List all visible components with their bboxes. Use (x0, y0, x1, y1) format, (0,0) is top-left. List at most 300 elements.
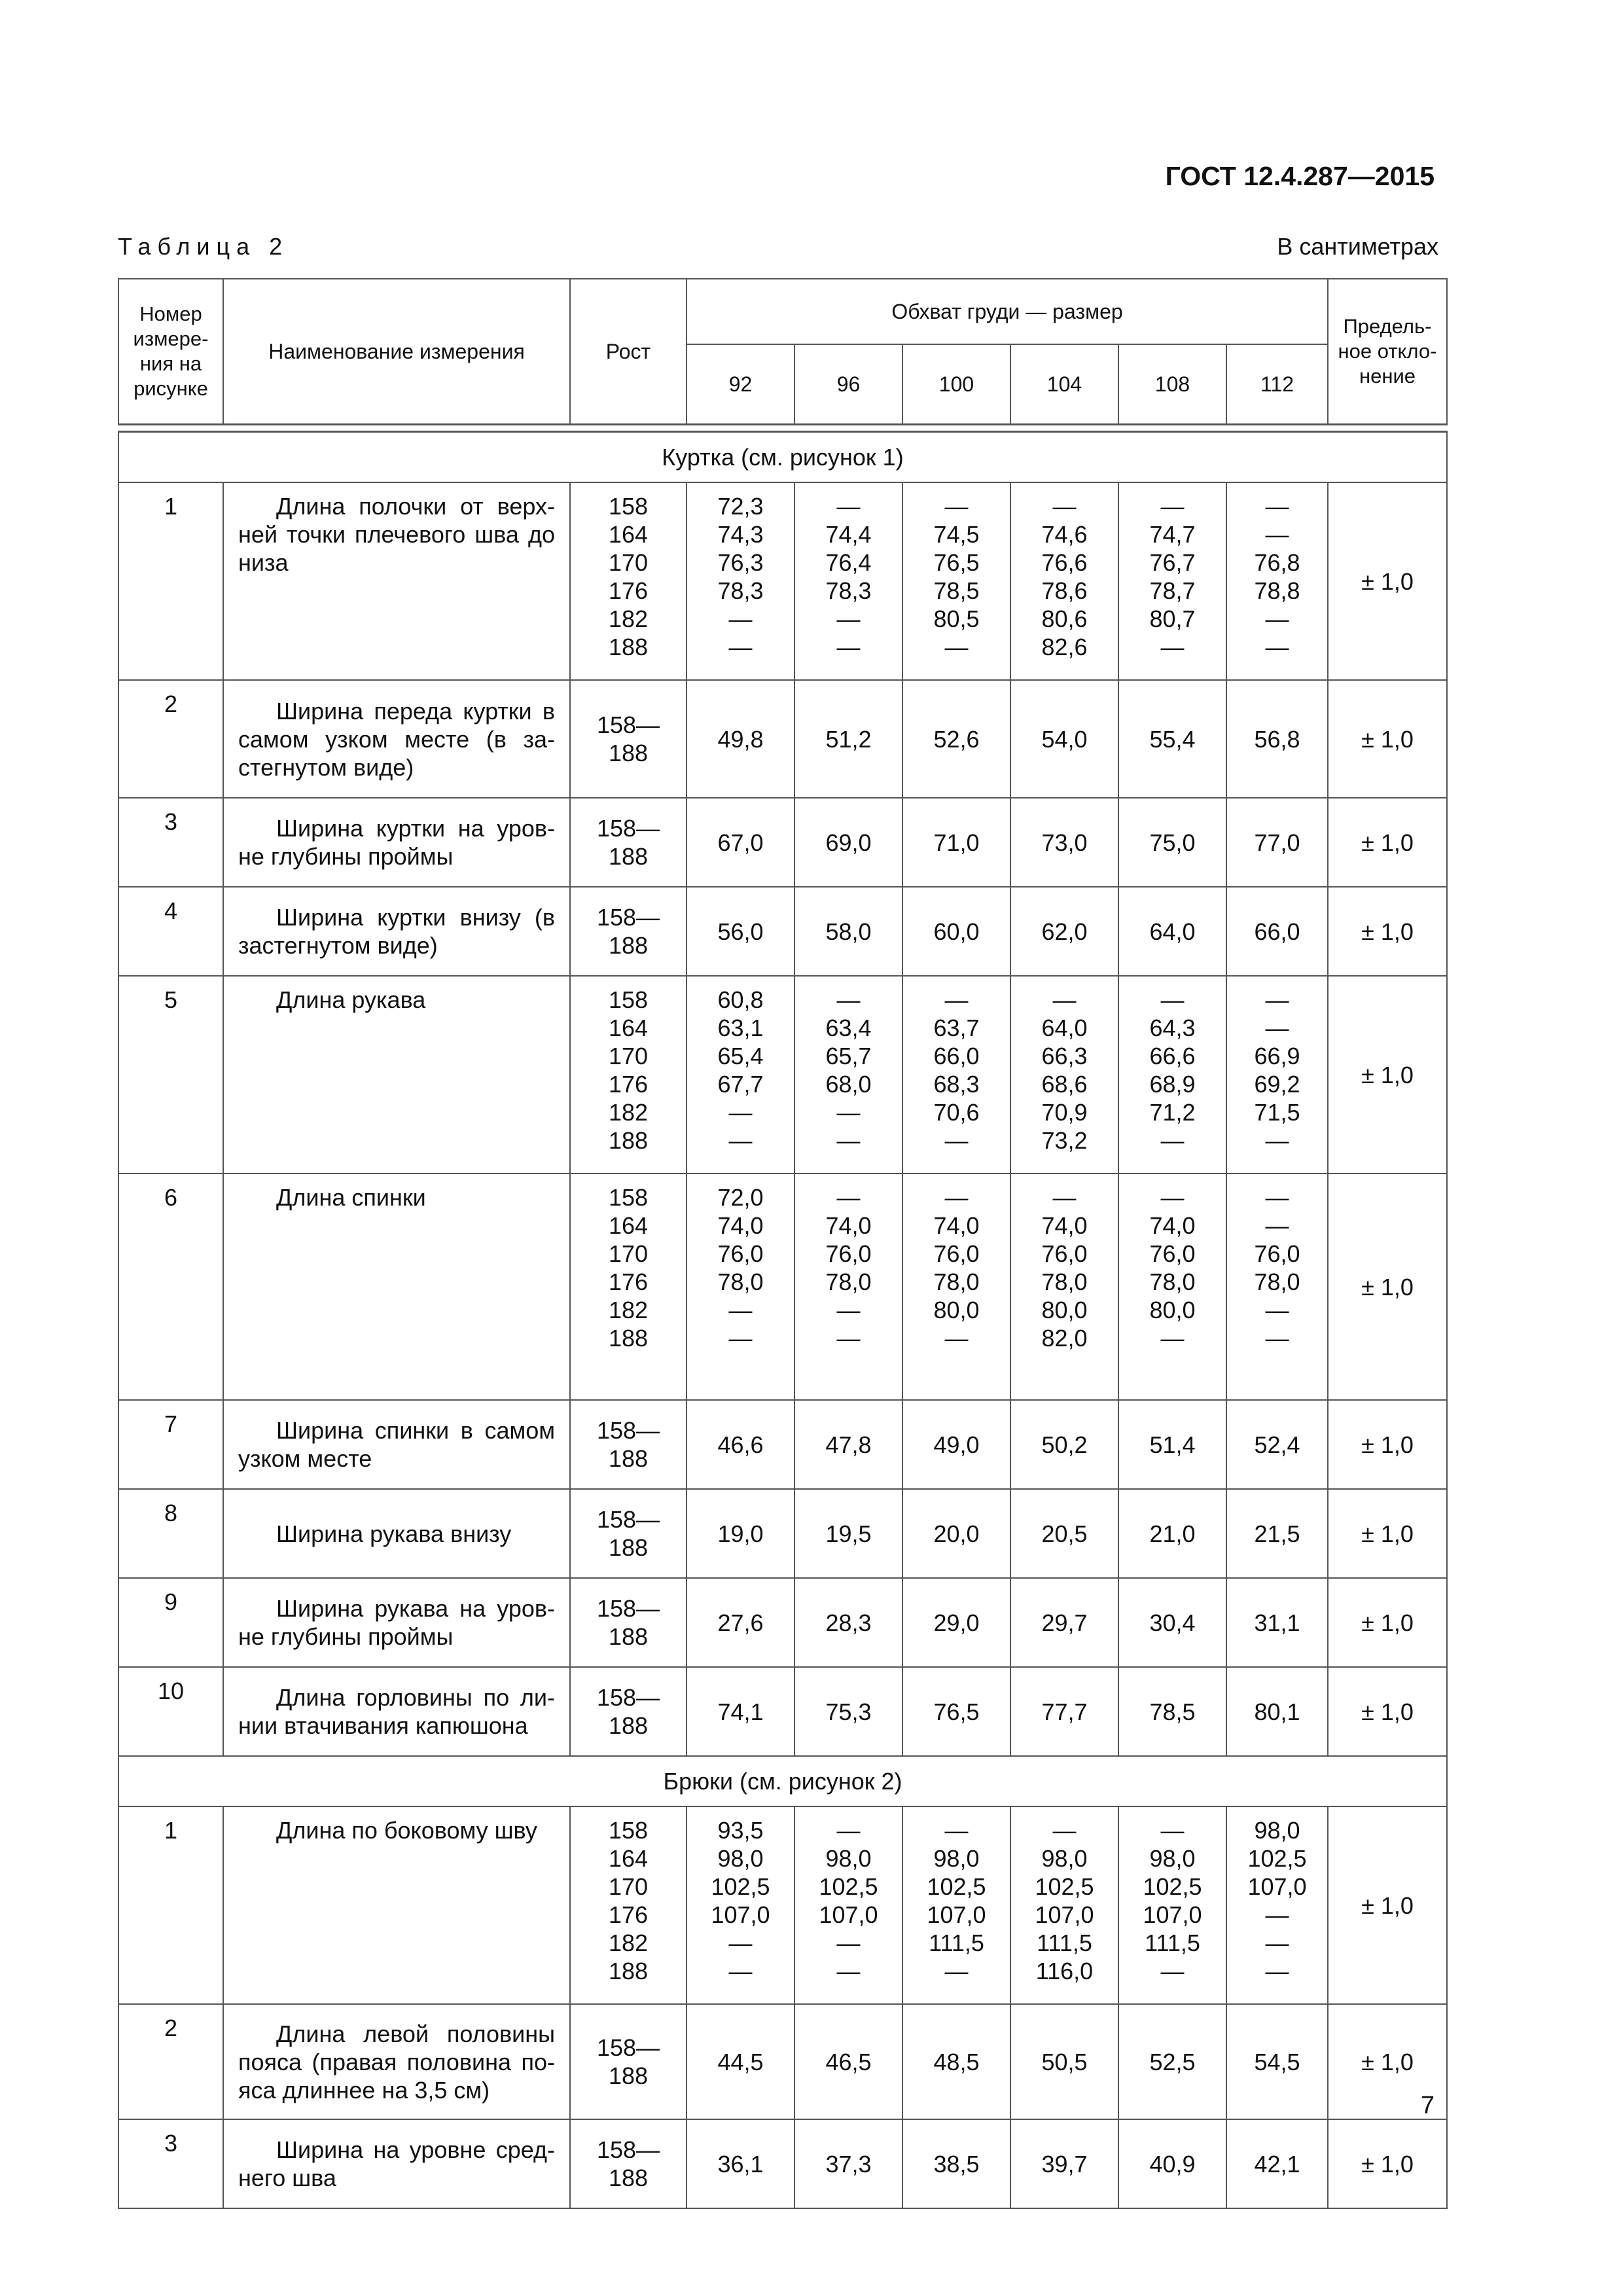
cell-value: 76,4 (825, 549, 872, 576)
value-cell (1118, 2119, 1226, 2208)
height-cell (570, 482, 687, 680)
value-cell (1010, 1174, 1118, 1400)
col-number-header: Номер измере-ния на рисунке (118, 279, 223, 425)
cell-value: 76,5 (933, 549, 980, 576)
cell-value: 82,6 (1041, 634, 1088, 660)
cell-value: — (836, 986, 861, 1013)
cell-value: 67,7 (717, 1071, 764, 1098)
cell-value: 76,0 (1254, 1240, 1300, 1267)
height-cell (570, 1400, 687, 1489)
value-cell (1010, 1489, 1118, 1578)
cell-value: 74,7 (1149, 521, 1196, 548)
cell-value: — (1160, 1958, 1185, 1984)
height-cell (570, 1667, 687, 1756)
height-cell (570, 1174, 687, 1400)
cell-value: — (1160, 1817, 1185, 1844)
height-value: 158 (608, 986, 649, 1013)
tolerance-value: ± 1,0 (1328, 1174, 1447, 1400)
measurement-number: 10 (118, 1667, 223, 1756)
measurement-name (223, 1806, 570, 2004)
cell-value: 39,7 (1041, 2150, 1088, 2178)
cell-value: 60,8 (717, 986, 764, 1013)
table-row (118, 2004, 1447, 2119)
value-cell (794, 2119, 902, 2208)
cell-value: 52,4 (1254, 1431, 1300, 1458)
value-cell (794, 1578, 902, 1667)
cell-value: — (1052, 1817, 1077, 1844)
value-cell (1226, 1174, 1328, 1400)
cell-value: 74,1 (717, 1698, 764, 1725)
cell-value: — (1265, 1929, 1289, 1956)
value-cell (902, 976, 1010, 1174)
cell-value: 74,0 (717, 1212, 764, 1239)
value-cell (1118, 798, 1226, 887)
value-cell (1118, 1806, 1226, 2004)
cell-value: — (944, 1958, 969, 1984)
measurement-number: 3 (118, 798, 223, 887)
height-value: 170 (608, 1873, 649, 1900)
cell-value: — (944, 1325, 969, 1352)
measurement-number: 1 (118, 1806, 223, 2004)
height-value: 164 (608, 521, 649, 548)
cell-value: 63,7 (933, 1014, 980, 1041)
height-value: 188 (608, 740, 649, 766)
measurement-name-text: Длина левой половины пояса (правая половина по-яса длиннее на 3,5 см) (238, 2020, 555, 2104)
col-height-header: Рост (570, 279, 687, 425)
cell-value: 54,5 (1254, 2048, 1300, 2075)
height-value: 164 (608, 1845, 649, 1872)
cell-value: — (836, 1184, 861, 1211)
height-value: 170 (608, 1240, 649, 1267)
height-value: 158— (596, 904, 660, 931)
height-value: 158— (596, 711, 660, 738)
height-value: 188 (608, 1127, 649, 1154)
value-cell (1010, 680, 1118, 798)
measurement-name (223, 976, 570, 1174)
cell-value: 107,0 (1143, 1901, 1202, 1928)
cell-value: 64,0 (1149, 918, 1196, 945)
value-cell (1226, 1806, 1328, 2004)
cell-value: 98,0 (1149, 1845, 1196, 1872)
cell-value: 47,8 (825, 1431, 872, 1458)
value-cell (1226, 482, 1328, 680)
table-row (118, 1667, 1447, 1756)
table-caption: Таблица 2 (118, 233, 289, 260)
cell-value: 107,0 (927, 1901, 986, 1928)
cell-value: 44,5 (717, 2048, 764, 2075)
height-cell (570, 680, 687, 798)
height-value: 188 (608, 634, 649, 660)
measurement-name (223, 1400, 570, 1489)
cell-value: 80,0 (933, 1297, 980, 1323)
units-note: В сантиметрах (1277, 233, 1438, 260)
cell-value: — (728, 634, 753, 660)
value-cell (794, 976, 902, 1174)
value-cell (687, 976, 794, 1174)
value-cell (1226, 680, 1328, 798)
cell-value: 71,5 (1254, 1099, 1300, 1126)
cell-value: — (1265, 634, 1289, 660)
value-cell (1010, 976, 1118, 1174)
cell-value: 76,0 (1149, 1240, 1196, 1267)
height-value: 158— (596, 2136, 660, 2163)
table-row (118, 1806, 1447, 2004)
col-tolerance-header: Предель-ное откло-нение (1328, 279, 1447, 425)
cell-value: 75,3 (825, 1698, 872, 1725)
cell-value: — (944, 634, 969, 660)
value-cell (1226, 976, 1328, 1174)
height-cell (570, 976, 687, 1174)
cell-value: 70,6 (933, 1099, 980, 1126)
value-cell (794, 1489, 902, 1578)
cell-value: 98,0 (825, 1845, 872, 1872)
tolerance-value: ± 1,0 (1328, 887, 1447, 976)
height-value: 158— (596, 1506, 660, 1533)
value-cell (902, 680, 1010, 798)
cell-value: — (728, 1325, 753, 1352)
height-value: 158 (608, 493, 649, 520)
cell-value: 74,3 (717, 521, 764, 548)
cell-value: 52,5 (1149, 2048, 1196, 2075)
cell-value: 78,0 (1041, 1268, 1088, 1295)
cell-value: — (728, 1958, 753, 1984)
table-row (118, 680, 1447, 798)
value-cell (1010, 887, 1118, 976)
cell-value: — (1160, 1184, 1185, 1211)
tolerance-value: ± 1,0 (1328, 680, 1447, 798)
value-cell (1226, 2119, 1328, 2208)
value-cell (902, 482, 1010, 680)
measurement-number: 9 (118, 1578, 223, 1667)
value-cell (1010, 482, 1118, 680)
height-value: 188 (608, 1958, 649, 1984)
cell-value: 40,9 (1149, 2150, 1196, 2178)
cell-value: 78,6 (1041, 577, 1088, 604)
cell-value: 29,7 (1041, 1609, 1088, 1636)
cell-value: 56,0 (717, 918, 764, 945)
cell-value: 76,0 (717, 1240, 764, 1267)
cell-value: 102,5 (1247, 1845, 1307, 1872)
cell-value: 20,5 (1041, 1520, 1088, 1547)
section-title: Куртка (см. рисунок 1) (118, 432, 1447, 483)
value-cell (687, 1667, 794, 1756)
measurement-number: 4 (118, 887, 223, 976)
measurement-name (223, 2119, 570, 2208)
measurement-name-text: Длина по боковому шву (276, 1817, 537, 1844)
cell-value: 78,0 (933, 1268, 980, 1295)
cell-value: 71,2 (1149, 1099, 1196, 1126)
measurement-name (223, 1667, 570, 1756)
section-row (118, 1756, 1447, 1806)
cell-value: — (1265, 1127, 1289, 1154)
measurement-name-text: Длина полочки от верх-ней точки плечевого шва до низа (238, 493, 555, 576)
cell-value: 76,6 (1041, 549, 1088, 576)
table-row (118, 976, 1447, 1174)
measurement-number: 3 (118, 2119, 223, 2208)
cell-value: 67,0 (717, 829, 764, 856)
cell-value: 55,4 (1149, 725, 1196, 753)
value-cell (1118, 1400, 1226, 1489)
measurement-name (223, 680, 570, 798)
cell-value: 64,0 (1041, 1014, 1088, 1041)
height-value: 158— (596, 1595, 660, 1622)
page-number: 7 (1420, 2092, 1435, 2119)
cell-value: 66,6 (1149, 1043, 1196, 1069)
col-name-header: Наименование измерения (223, 279, 570, 425)
cell-value: — (1265, 1958, 1289, 1984)
value-cell (902, 1667, 1010, 1756)
value-cell (902, 798, 1010, 887)
cell-value: 77,7 (1041, 1698, 1088, 1725)
cell-value: 74,0 (825, 1212, 872, 1239)
height-value: 158 (608, 1184, 649, 1211)
measurement-name-text: Длина горловины по ли-нии втачивания капюшона (238, 1684, 555, 1739)
cell-value: 50,2 (1041, 1431, 1088, 1458)
value-cell (794, 1174, 902, 1400)
cell-value: 68,0 (825, 1071, 872, 1098)
size-header: 92 (687, 344, 794, 425)
measurement-name-text: Длина спинки (276, 1184, 426, 1211)
height-value: 182 (608, 1099, 649, 1126)
cell-value: 107,0 (711, 1901, 770, 1928)
cell-value: 78,3 (825, 577, 872, 604)
cell-value: 58,0 (825, 918, 872, 945)
measurement-name-text: Ширина переда куртки в самом узком месте (в за-стегнутом виде) (238, 697, 555, 781)
cell-value: 29,0 (933, 1609, 980, 1636)
cell-value: 102,5 (927, 1873, 986, 1900)
cell-value: 62,0 (1041, 918, 1088, 945)
cell-value: 42,1 (1254, 2150, 1300, 2178)
height-value: 188 (608, 1325, 649, 1352)
value-cell (1226, 887, 1328, 976)
height-value: 188 (608, 1445, 649, 1472)
cell-value: 69,2 (1254, 1071, 1300, 1098)
tolerance-value: ± 1,0 (1328, 976, 1447, 1174)
measurement-number: 2 (118, 2004, 223, 2119)
cell-value: — (836, 1325, 861, 1352)
cell-value: — (836, 1297, 861, 1323)
value-cell (687, 482, 794, 680)
value-cell (902, 1174, 1010, 1400)
value-cell (687, 1489, 794, 1578)
cell-value: 51,4 (1149, 1431, 1196, 1458)
height-value: 188 (608, 2062, 649, 2089)
table-row (118, 482, 1447, 680)
height-value: 188 (608, 2164, 649, 2191)
measurement-name (223, 1489, 570, 1578)
cell-value: 66,0 (933, 1043, 980, 1069)
measurement-number: 5 (118, 976, 223, 1174)
cell-value: — (1160, 986, 1185, 1013)
cell-value: 74,0 (933, 1212, 980, 1239)
height-value: 164 (608, 1014, 649, 1041)
tolerance-value: ± 1,0 (1328, 2004, 1447, 2119)
cell-value: — (1265, 521, 1289, 548)
cell-value: 74,0 (1041, 1212, 1088, 1239)
table-row (118, 1489, 1447, 1578)
tolerance-value: ± 1,0 (1328, 798, 1447, 887)
value-cell (1010, 1578, 1118, 1667)
value-cell (1118, 2004, 1226, 2119)
cell-value: — (1265, 1212, 1289, 1239)
cell-value: 49,8 (717, 725, 764, 753)
value-cell (902, 1806, 1010, 2004)
cell-value: 56,8 (1254, 725, 1300, 753)
cell-value: 80,7 (1149, 605, 1196, 632)
value-cell (1118, 1174, 1226, 1400)
cell-value: 80,1 (1254, 1698, 1300, 1725)
section-row (118, 432, 1447, 483)
cell-value: 80,5 (933, 605, 980, 632)
size-header: 108 (1118, 344, 1226, 425)
cell-value: 63,1 (717, 1014, 764, 1041)
value-cell (1226, 2004, 1328, 2119)
cell-value: 102,5 (711, 1873, 770, 1900)
cell-value: 78,8 (1254, 577, 1300, 604)
height-value: 182 (608, 1929, 649, 1956)
height-cell (570, 1578, 687, 1667)
value-cell (902, 2119, 1010, 2208)
cell-value: — (1160, 634, 1185, 660)
col-girth-header: Обхват груди — размер (687, 279, 1328, 344)
measurement-name (223, 798, 570, 887)
height-value: 158— (596, 1417, 660, 1444)
cell-value: 21,5 (1254, 1520, 1300, 1547)
value-cell (902, 1400, 1010, 1489)
cell-value: 46,6 (717, 1431, 764, 1458)
table-row (118, 2119, 1447, 2208)
value-cell (687, 1400, 794, 1489)
table-row (118, 887, 1447, 976)
cell-value: 107,0 (1035, 1901, 1094, 1928)
cell-value: — (944, 1184, 969, 1211)
cell-value: 76,0 (1041, 1240, 1088, 1267)
height-value: 188 (608, 932, 649, 959)
measurement-number: 8 (118, 1489, 223, 1578)
value-cell (1010, 1667, 1118, 1756)
cell-value: — (836, 493, 861, 520)
measurement-number: 6 (118, 1174, 223, 1400)
cell-value: 75,0 (1149, 829, 1196, 856)
cell-value: — (1265, 493, 1289, 520)
measurement-name (223, 1174, 570, 1400)
cell-value: 76,7 (1149, 549, 1196, 576)
value-cell (794, 1667, 902, 1756)
cell-value: — (836, 1127, 861, 1154)
height-value: 176 (608, 1071, 649, 1098)
cell-value: 76,3 (717, 549, 764, 576)
value-cell (687, 1806, 794, 2004)
value-cell (1010, 1400, 1118, 1489)
cell-value: 52,6 (933, 725, 980, 753)
cell-value: — (1052, 1184, 1077, 1211)
value-cell (1010, 2004, 1118, 2119)
value-cell (794, 887, 902, 976)
value-cell (687, 798, 794, 887)
cell-value: — (836, 605, 861, 632)
cell-value: 66,9 (1254, 1043, 1300, 1069)
height-value: 158— (596, 1684, 660, 1711)
value-cell (794, 1400, 902, 1489)
cell-value: 46,5 (825, 2048, 872, 2075)
value-cell (1010, 798, 1118, 887)
height-cell (570, 2004, 687, 2119)
tolerance-value: ± 1,0 (1328, 1489, 1447, 1578)
cell-value: 66,3 (1041, 1043, 1088, 1069)
cell-value: 102,5 (819, 1873, 878, 1900)
size-header: 112 (1226, 344, 1328, 425)
value-cell (902, 887, 1010, 976)
tolerance-value: ± 1,0 (1328, 1578, 1447, 1667)
value-cell (1118, 976, 1226, 1174)
value-cell (794, 1806, 902, 2004)
cell-value: 111,5 (1145, 1929, 1200, 1956)
tolerance-value: ± 1,0 (1328, 1667, 1447, 1756)
measurement-name (223, 887, 570, 976)
cell-value: 76,5 (933, 1698, 980, 1725)
cell-value: 98,0 (933, 1845, 980, 1872)
height-value: 158 (608, 1817, 649, 1844)
height-value: 188 (608, 1534, 649, 1561)
value-cell (687, 2119, 794, 2208)
height-value: 164 (608, 1212, 649, 1239)
cell-value: 98,0 (1041, 1845, 1088, 1872)
cell-value: — (944, 493, 969, 520)
cell-value: 69,0 (825, 829, 872, 856)
tolerance-value: ± 1,0 (1328, 1400, 1447, 1489)
cell-value: 107,0 (1247, 1873, 1307, 1900)
cell-value: 74,5 (933, 521, 980, 548)
cell-value: 98,0 (1254, 1817, 1300, 1844)
cell-value: — (1265, 1014, 1289, 1041)
size-header: 96 (794, 344, 902, 425)
cell-value: — (836, 1929, 861, 1956)
cell-value: 76,0 (933, 1240, 980, 1267)
size-header: 100 (902, 344, 1010, 425)
value-cell (1226, 1400, 1328, 1489)
tolerance-value: ± 1,0 (1328, 2119, 1447, 2208)
cell-value: 78,7 (1149, 577, 1196, 604)
cell-value: — (1265, 986, 1289, 1013)
cell-value: — (836, 634, 861, 660)
cell-value: 76,8 (1254, 549, 1300, 576)
cell-value: 19,5 (825, 1520, 872, 1547)
cell-value: — (836, 1817, 861, 1844)
cell-value: 20,0 (933, 1520, 980, 1547)
value-cell (1118, 680, 1226, 798)
cell-value: 65,7 (825, 1043, 872, 1069)
cell-value: — (1052, 986, 1077, 1013)
cell-value: 68,3 (933, 1071, 980, 1098)
cell-value: 71,0 (933, 829, 980, 856)
value-cell (902, 1578, 1010, 1667)
cell-value: 66,0 (1254, 918, 1300, 945)
value-cell (902, 2004, 1010, 2119)
cell-value: 78,0 (717, 1268, 764, 1295)
table-row (118, 1400, 1447, 1489)
height-value: 188 (608, 1712, 649, 1739)
cell-value: 38,5 (933, 2150, 980, 2178)
value-cell (687, 1578, 794, 1667)
standard-number: ГОСТ 12.4.287—2015 (1165, 161, 1435, 191)
cell-value: — (1160, 1325, 1185, 1352)
height-value: 158— (596, 2034, 660, 2061)
cell-value: 64,3 (1149, 1014, 1196, 1041)
cell-value: — (728, 1929, 753, 1956)
cell-value: 54,0 (1041, 725, 1088, 753)
value-cell (1118, 482, 1226, 680)
height-value: 176 (608, 1901, 649, 1928)
